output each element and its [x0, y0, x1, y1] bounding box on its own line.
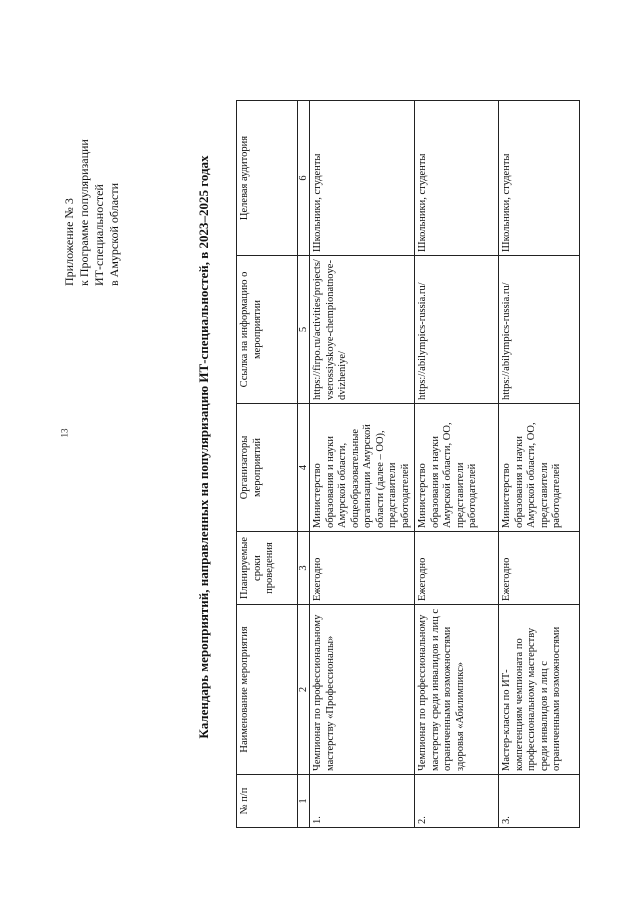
event-name: Мастер-классы по ИТ-компетенциям чемпионата по профессиональному мастерству среди инвалидов и лиц с ограниченными возможностями — [499, 605, 580, 775]
appendix-line: ИТ-специальностей — [92, 184, 106, 286]
event-name: Чемпионат по профессиональному мастерству среди инвалидов и лиц с ограниченными возможностями здоровья «Абилимпикс» — [415, 605, 499, 775]
event-organizers: Министерство образования и науки Амурской области, общеобразовательные организации Амурской области (далее – ОО), представители работодателей — [310, 404, 415, 532]
event-audience: Школьники, студенты — [499, 101, 580, 256]
event-audience: Школьники, студенты — [310, 101, 415, 256]
header-cell: Ссылка на информацию о мероприятии — [237, 256, 298, 404]
row-number: 1. — [310, 775, 415, 828]
table-header-row — [237, 101, 298, 828]
appendix-line: в Амурской области — [107, 182, 121, 286]
header-cell: Наименование мероприятия — [237, 605, 298, 775]
row-number: 2. — [415, 775, 499, 828]
event-period: Ежегодно — [499, 532, 580, 605]
event-name: Чемпионат по профессиональному мастерству «Профессионалы» — [310, 605, 415, 775]
header-cell: Планируемые сроки проведения — [237, 532, 298, 605]
table-row — [499, 101, 580, 828]
event-period: Ежегодно — [310, 532, 415, 605]
column-number-row — [298, 101, 310, 828]
column-number: 5 — [298, 256, 310, 404]
document-title: Календарь мероприятий, направленных на популяризацию ИТ-специальностей, в 2023–2025 годах — [196, 155, 211, 739]
appendix-line: Приложение № 3 — [62, 198, 76, 286]
appendix-label — [59, 62, 122, 832]
column-number: 4 — [298, 404, 310, 532]
page-number: 13 — [59, 428, 70, 438]
event-link[interactable]: https://abilympics-russia.ru/ — [499, 256, 580, 404]
column-number: 3 — [298, 532, 310, 605]
event-audience: Школьники, студенты — [415, 101, 499, 256]
header-cell: Организаторы мероприятий — [237, 404, 298, 532]
column-number: 1 — [298, 775, 310, 828]
column-number: 6 — [298, 101, 310, 256]
appendix-line: к Программе популяризации — [77, 139, 91, 286]
table-row — [310, 101, 415, 828]
event-organizers: Министерство образования и науки Амурской области, ОО, представители работодателей — [415, 404, 499, 532]
row-number: 3. — [499, 775, 580, 828]
events-table — [236, 100, 580, 828]
header-cell: Целевая аудитория — [237, 101, 298, 256]
event-period: Ежегодно — [415, 532, 499, 605]
event-link[interactable]: https://abilympics-russia.ru/ — [415, 256, 499, 404]
event-link[interactable]: https://firpo.ru/activities/projects/vserossiyskoye-chempionatnoye-dvizheniye/ — [310, 256, 415, 404]
rotated-page-content — [59, 62, 578, 832]
event-organizers: Министерство образования и науки Амурской области, ОО, представители работодателей — [499, 404, 580, 532]
column-number: 2 — [298, 605, 310, 775]
table-row — [415, 101, 499, 828]
header-cell: № п/п — [237, 775, 298, 828]
